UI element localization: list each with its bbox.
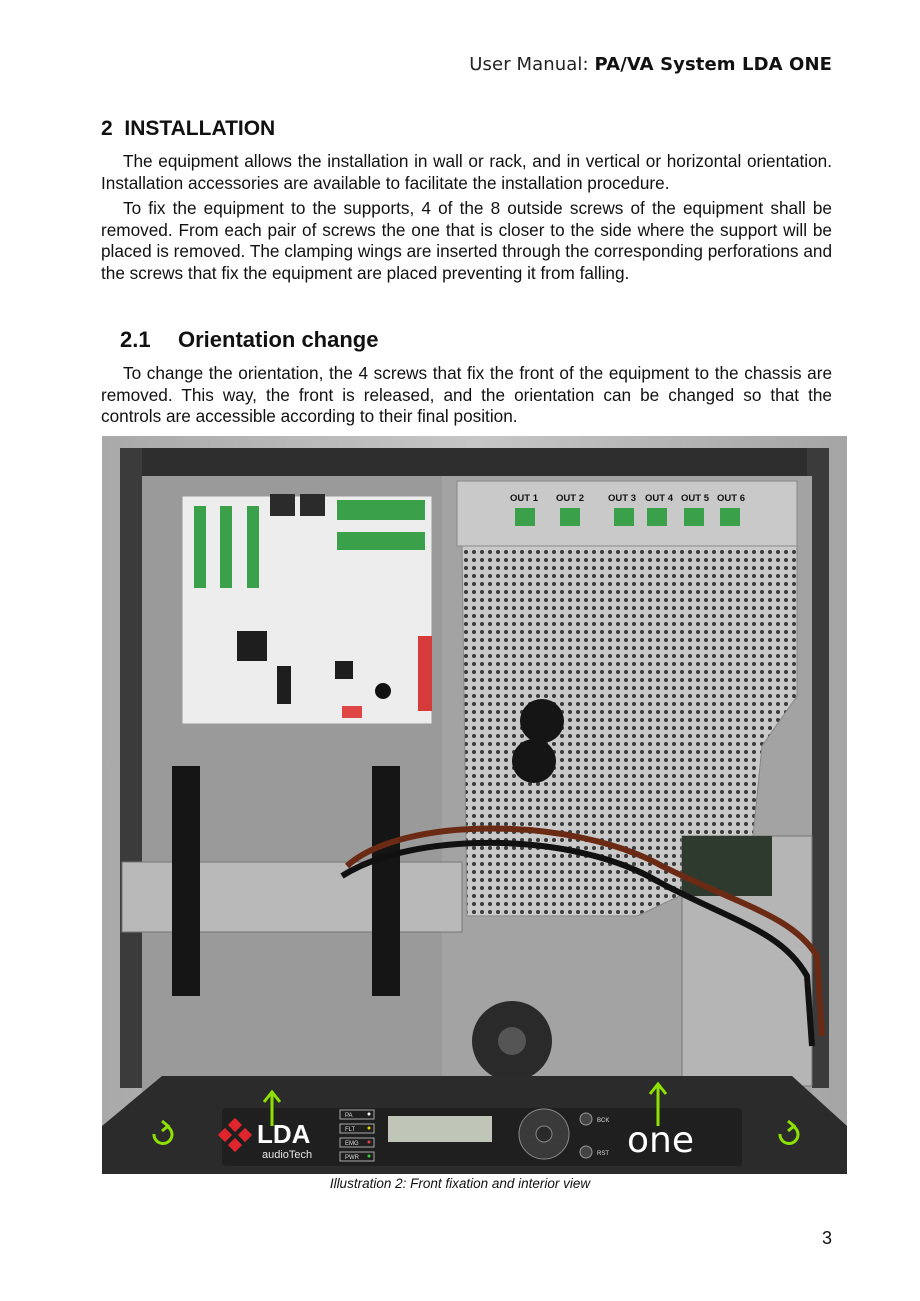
subsection-heading [120, 327, 378, 353]
running-header [469, 54, 832, 75]
out-label-2: OUT 2 [556, 493, 584, 504]
lcd-display [388, 1116, 492, 1142]
capacitor-2 [512, 739, 556, 783]
paragraph-2: To fix the equipment to the supports, 4 of the 8 outside screws of the equipment shall be removed. From each pair of screws the one that is closer to the side where the support will be placed is removed. The clamping wings are inserted through the corresponding perforations and the screws that fix the equipment are placed preventing it from falling. [101, 198, 832, 283]
velcro-strap-1 [172, 766, 200, 996]
page-number: 3 [821, 1228, 832, 1248]
indicator-flt: FLT [345, 1127, 356, 1133]
subsection-title: Orientation change [178, 327, 379, 352]
velcro-strap-2 [372, 766, 400, 996]
brand-sub-text: audioTech [262, 1149, 313, 1161]
capacitor-1 [520, 699, 564, 743]
button-rst: RST [597, 1151, 609, 1157]
section-heading [101, 117, 275, 141]
rj45-mbd-in [270, 494, 295, 516]
section-title: INSTALLATION [124, 117, 276, 140]
out-label-6: OUT 6 [717, 493, 745, 504]
paragraph-1: The equipment allows the installation in wall or rack, and in vertical or horizontal orientation. Installation accessories are available to facilitate the installation procedure. [101, 151, 832, 193]
header-title: PA/VA System LDA ONE [594, 54, 832, 75]
figure-caption: Illustration 2: Front fixation and interior view [329, 1176, 591, 1191]
ribbon-cable [418, 636, 432, 711]
indicator-pwr: PWR [345, 1155, 359, 1161]
header-prefix: User Manual: [469, 54, 595, 75]
interior-photo-svg [102, 436, 847, 1174]
interior-photo [102, 436, 847, 1174]
paragraph-3: To change the orientation, the 4 screws that fix the front of the equipment to the chassis are removed. This way, the front is released, and the orientation can be changed so that the controls are accessible according to their final position. [101, 363, 832, 427]
section-number: 2 [101, 117, 113, 140]
rj45-link-out [300, 494, 325, 516]
indicator-pa: PA [345, 1113, 353, 1119]
brand-text: LDA [257, 1119, 311, 1149]
indicator-emg: EMG [345, 1141, 359, 1147]
out-label-3: OUT 3 [608, 493, 636, 504]
out-label-1: OUT 1 [510, 493, 538, 504]
out-label-5: OUT 5 [681, 493, 709, 504]
control-board [182, 496, 432, 724]
subsection-number: 2.1 [120, 327, 151, 352]
button-bck: BCK [597, 1118, 610, 1124]
product-logo: one [627, 1120, 694, 1161]
out-label-4: OUT 4 [645, 493, 673, 504]
